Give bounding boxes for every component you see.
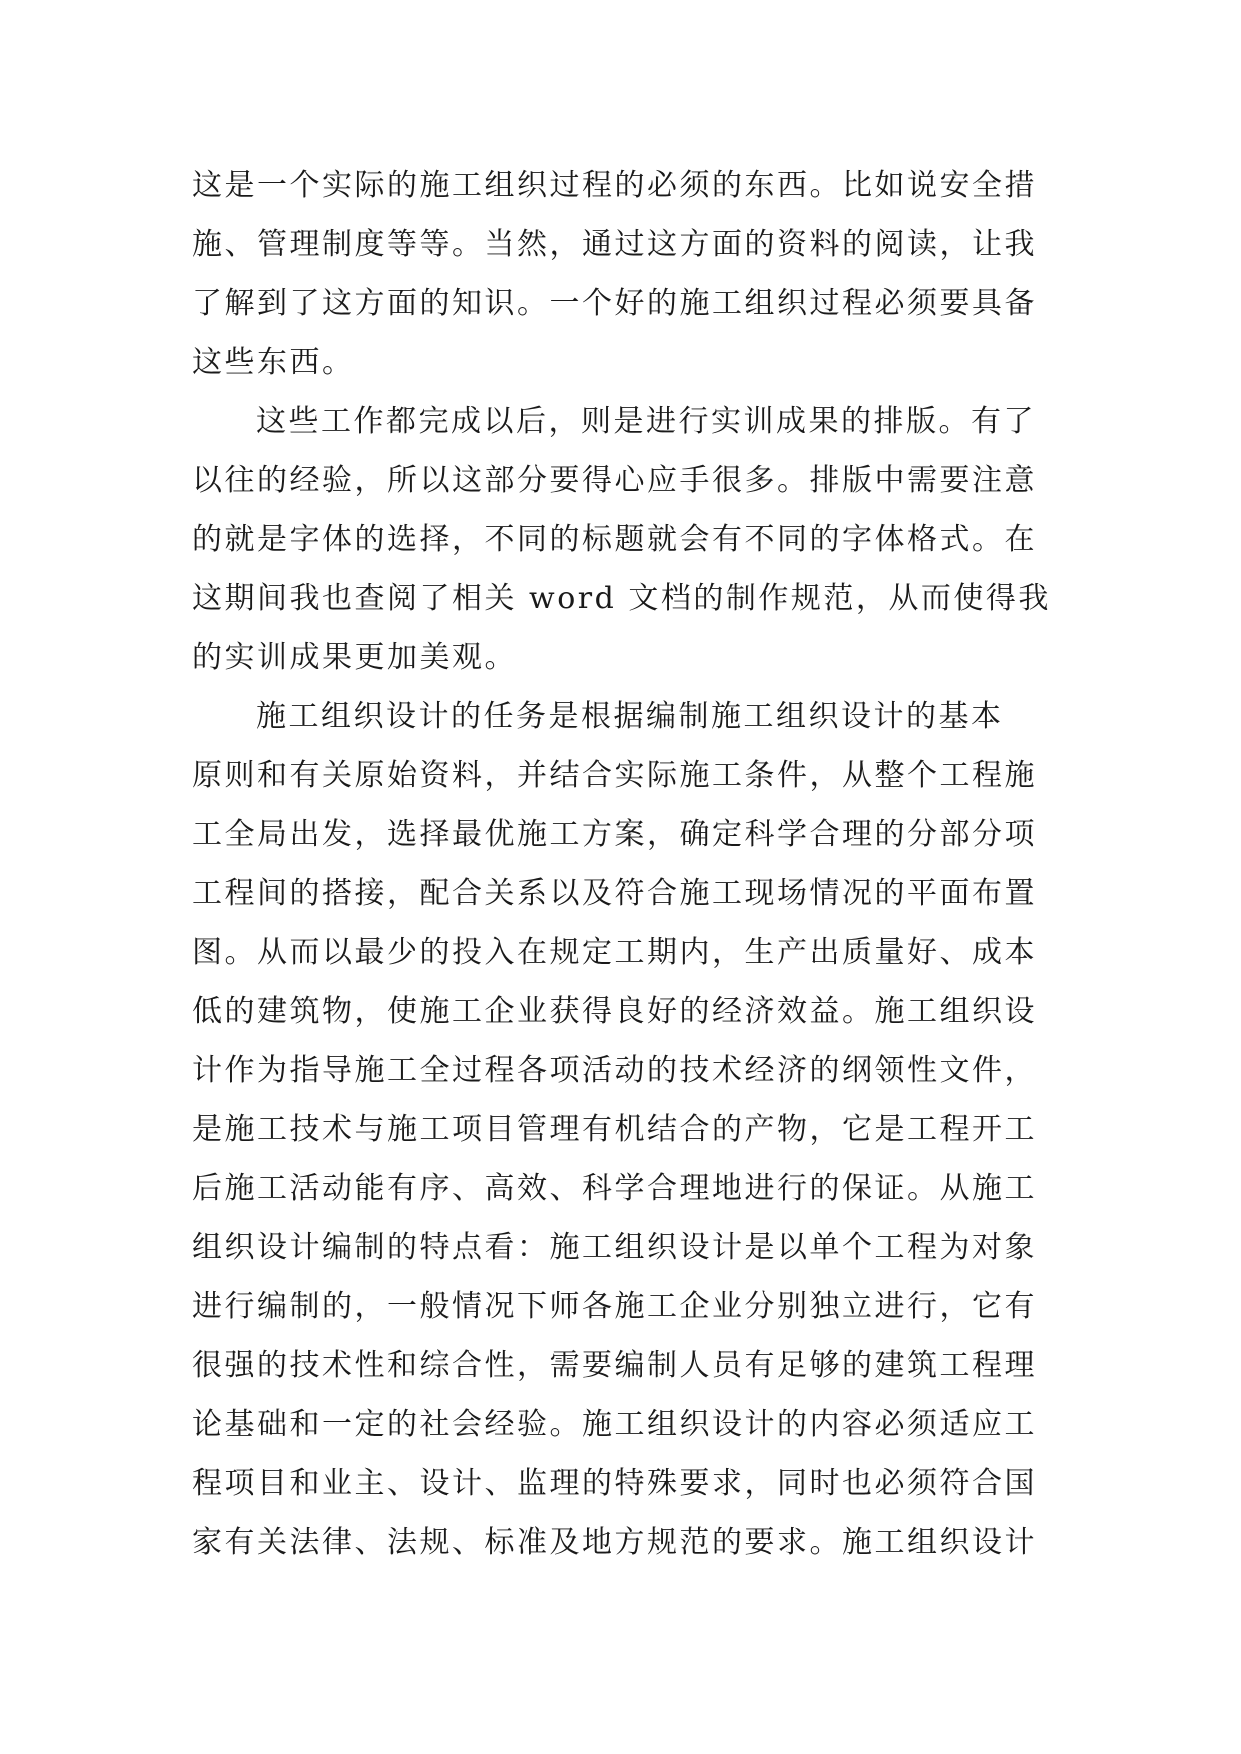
text-line: 了解到了这方面的知识。一个好的施工组织过程必须要具备	[192, 286, 1037, 321]
text-line: 论基础和一定的社会经验。施工组织设计的内容必须适应工	[192, 1407, 1037, 1442]
text-line: 后施工活动能有序、高效、科学合理地进行的保证。从施工	[192, 1171, 1037, 1206]
text-line: 这些东西。	[192, 345, 355, 380]
text-line: 进行编制的，一般情况下师各施工企业分别独立进行，它有	[192, 1289, 1037, 1324]
text-line: 组织设计编制的特点看：施工组织设计是以单个工程为对象	[192, 1230, 1037, 1265]
text-line: 的实训成果更加美观。	[192, 640, 517, 675]
text-line: 以往的经验，所以这部分要得心应手很多。排版中需要注意	[192, 463, 1037, 498]
text-line: 工程间的搭接，配合关系以及符合施工现场情况的平面布置	[192, 876, 1037, 911]
paragraph-1	[192, 156, 1052, 392]
paragraph-3	[192, 687, 1052, 1572]
text-line: 工全局出发，选择最优施工方案，确定科学合理的分部分项	[192, 817, 1037, 852]
text-line: 低的建筑物，使施工企业获得良好的经济效益。施工组织设	[192, 994, 1037, 1029]
text-line: 的就是字体的选择，不同的标题就会有不同的字体格式。在	[192, 522, 1037, 557]
text-line: 这是一个实际的施工组织过程的必须的东西。比如说安全措	[192, 168, 1037, 203]
text-line: 施工组织设计的任务是根据编制施工组织设计的基本	[256, 699, 1004, 734]
text-line: 计作为指导施工全过程各项活动的技术经济的纲领性文件，	[192, 1053, 1037, 1088]
document-body	[192, 156, 1052, 1572]
paragraph-2	[192, 392, 1052, 687]
text-line: 这期间我也查阅了相关 word 文档的制作规范，从而使得我	[192, 581, 1051, 616]
text-line: 程项目和业主、设计、监理的特殊要求，同时也必须符合国	[192, 1466, 1037, 1501]
text-line: 原则和有关原始资料，并结合实际施工条件，从整个工程施	[192, 758, 1037, 793]
text-line: 很强的技术性和综合性，需要编制人员有足够的建筑工程理	[192, 1348, 1037, 1383]
text-line: 图。从而以最少的投入在规定工期内，生产出质量好、成本	[192, 935, 1037, 970]
text-line: 家有关法律、法规、标准及地方规范的要求。施工组织设计	[192, 1525, 1037, 1560]
text-line: 是施工技术与施工项目管理有机结合的产物，它是工程开工	[192, 1112, 1037, 1147]
text-line: 这些工作都完成以后，则是进行实训成果的排版。有了	[256, 404, 1036, 439]
text-line: 施、管理制度等等。当然，通过这方面的资料的阅读，让我	[192, 227, 1037, 262]
